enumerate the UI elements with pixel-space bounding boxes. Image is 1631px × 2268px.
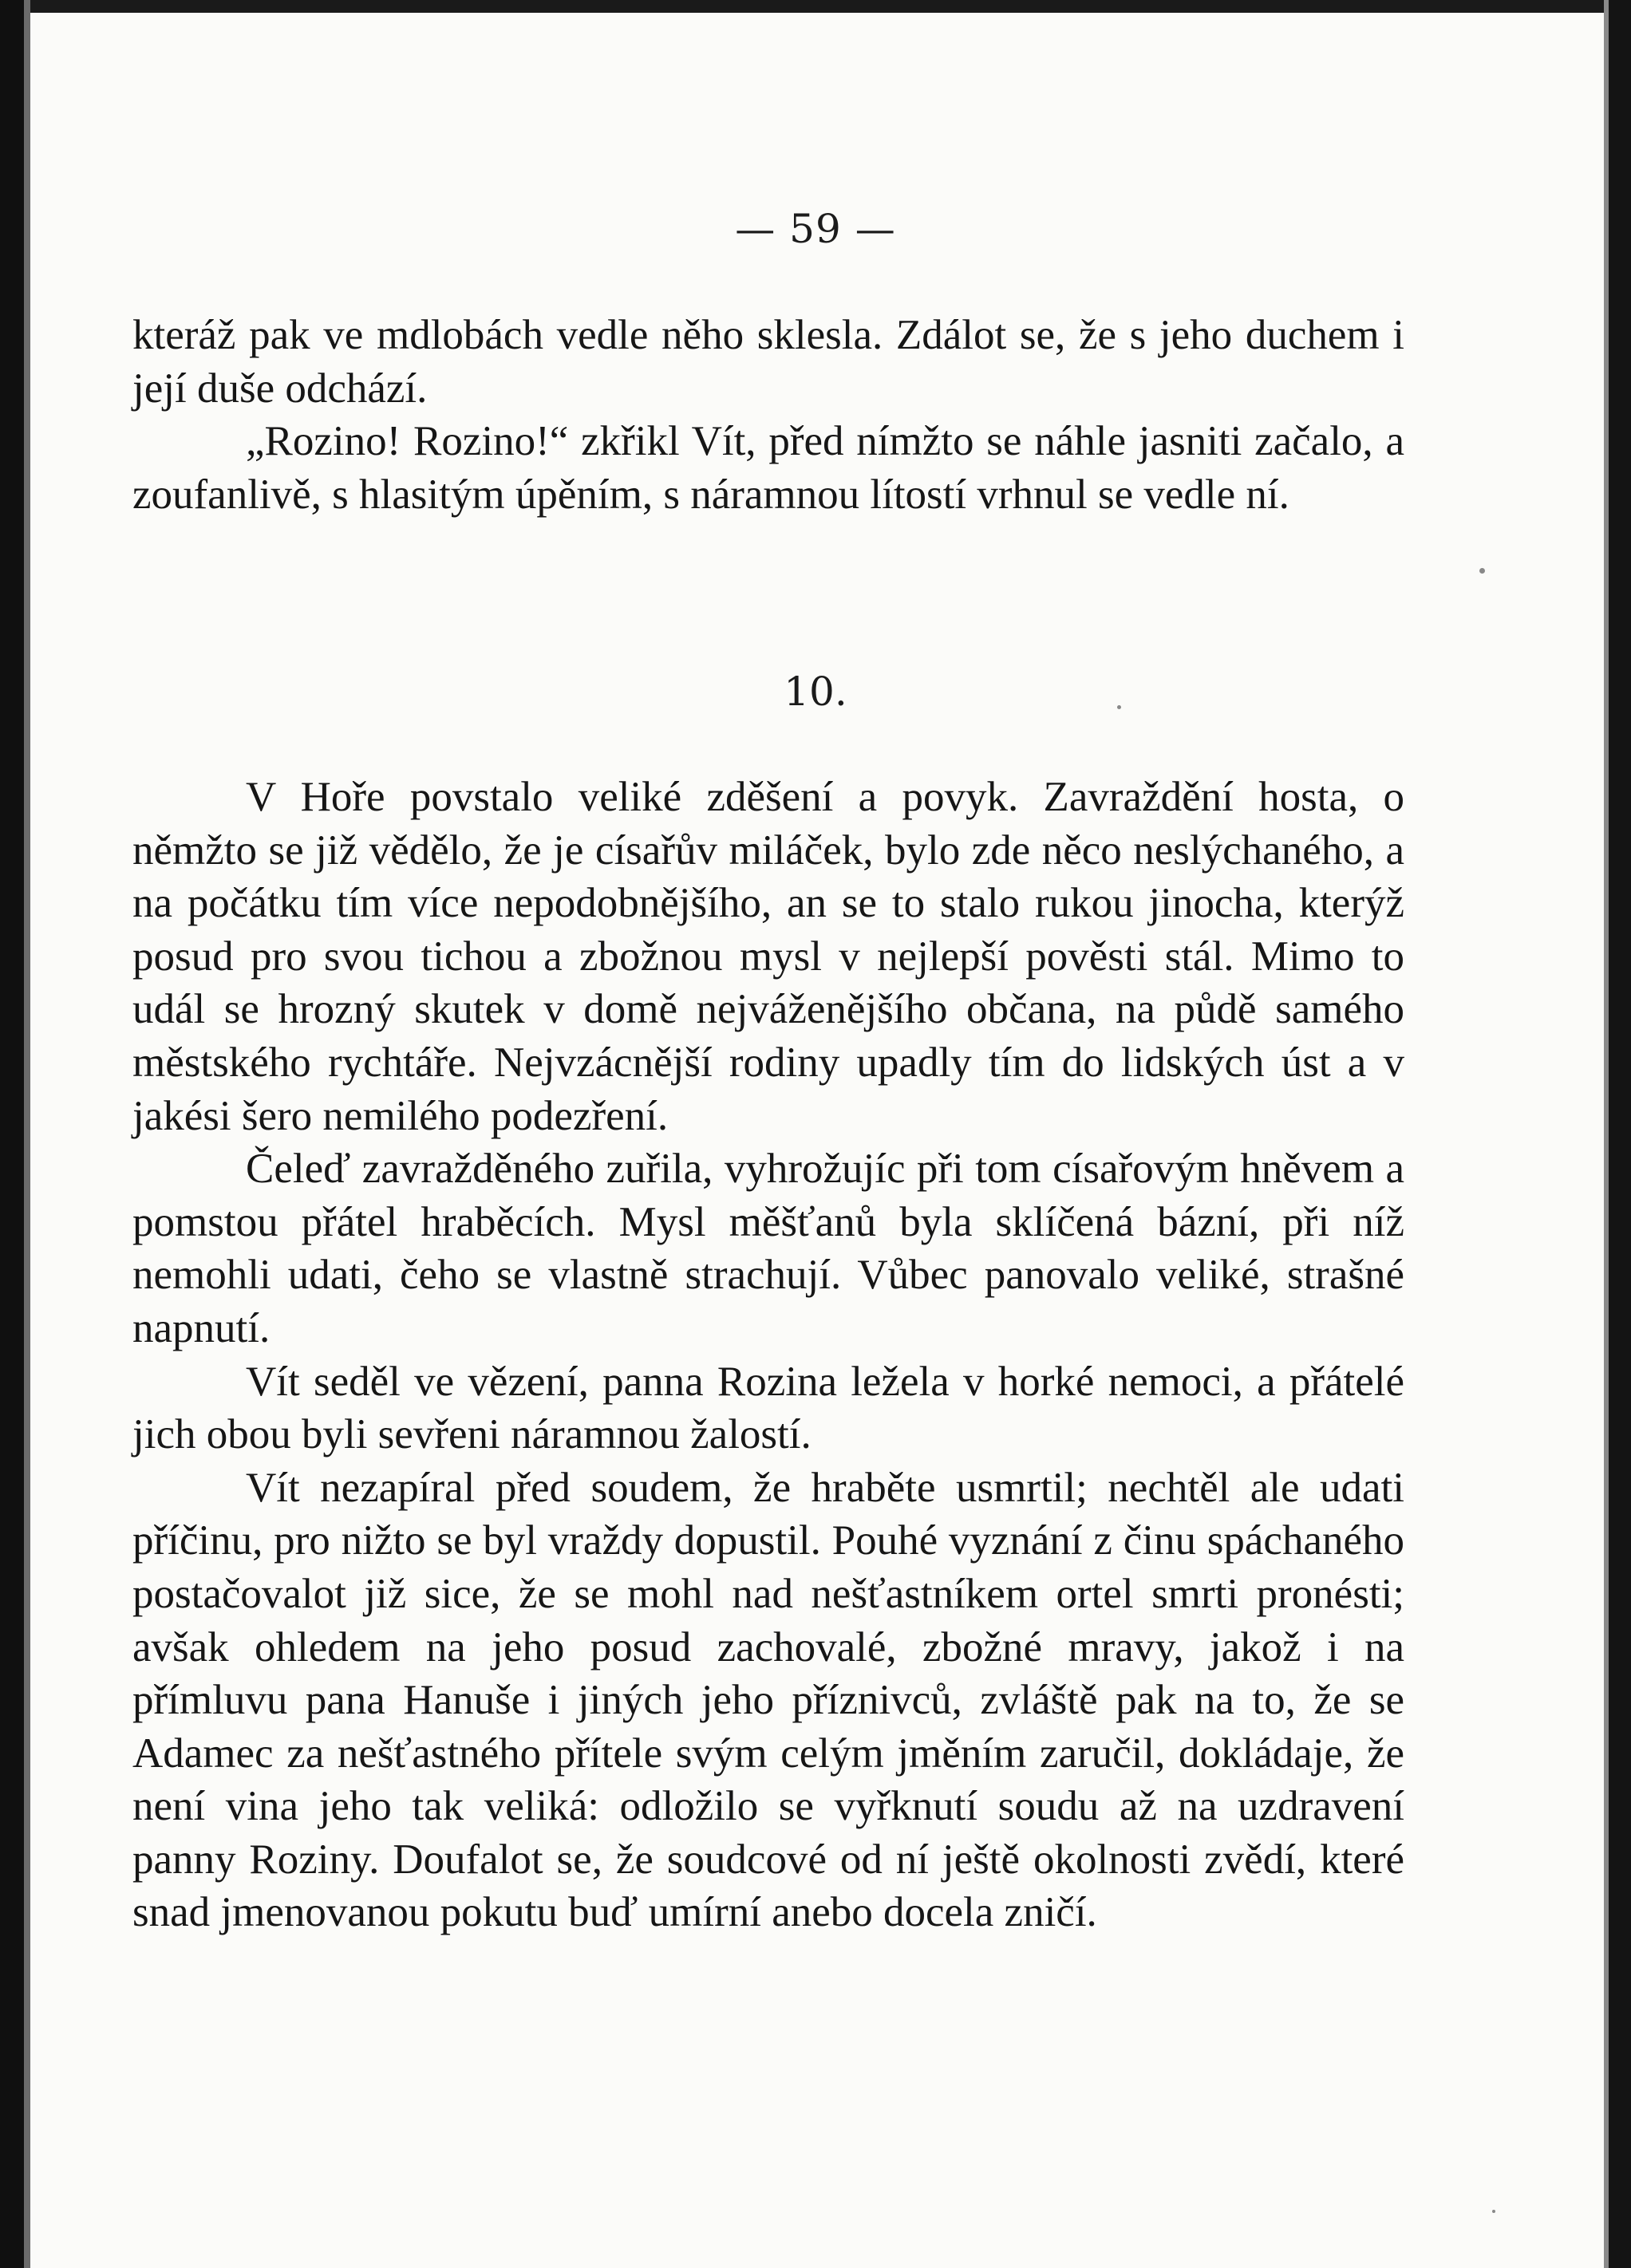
scan-edge-top [0, 0, 1631, 13]
section-number: 10. [784, 669, 847, 715]
page-number: — 59 — [735, 206, 896, 252]
text-block-main [132, 771, 1404, 1939]
scan-edge-left-shadow [24, 0, 30, 2268]
scan-edge-right-shadow [1604, 0, 1609, 2268]
paragraph: V Hoře povstalo veliké zděšení a povyk. Zavraždění hosta, o němžto se již vědělo, že je císařův miláček, bylo zde něco neslýchaného, a na počátku tím více nepodobnějšího, an se to stalo rukou jinocha, kterýž posud pro svou tichou a zbožnou mysl v nejlepší pověsti stál. Mimo to udál se hrozný skutek v domě nejváženějšího občana, na půdě samého městského rychtáře. Nejvzácnější rodiny upadly tím do lidských úst a v jakési šero nemilého podezření. [132, 774, 1404, 1139]
paragraph: kteráž pak ve mdlobách vedle něho sklesla. Zdálot se, že s jeho duchem i její duše odchází. [132, 312, 1404, 412]
text-block-top [132, 309, 1404, 521]
scan-edge-left [0, 0, 24, 2268]
scan-speck [1479, 568, 1485, 574]
paragraph: Vít nezapíral před soudem, že hraběte usmrtil; nechtěl ale udati příčinu, pro nižto se byl vraždy dopustil. Pouhé vyznání z činu spáchaného postačovalot již sice, že se mohl nad nešťastníkem ortel smrti pronésti; avšak ohledem na jeho posud zachovalé, zbožné mravy, jakož i na přímluvu pana Hanuše i jiných jeho příznivců, zvláště pak na to, že se Adamec za nešťastného přítele svým celým jměním zaručil, dokládaje, že není vina jeho tak veliká: odložilo se vyřknutí soudu až na uzdravení panny Roziny. Doufalot se, že soudcové od ní ještě okolnosti zvědí, které snad jmenovanou pokutu buď umírní anebo docela zničí. [132, 1464, 1404, 1936]
scan-speck [1492, 2210, 1495, 2213]
paragraph: „Rozino! Rozino!“ zkřikl Vít, před nímžto se náhle jasniti začalo, a zoufanlivě, s hlasitým úpěním, s náramnou lítostí vrhnul se vedle ní. [132, 418, 1404, 518]
paragraph: Čeleď zavražděného zuřila, vyhrožujíc při tom císařovým hněvem a pomstou přátel hraběcích. Mysl měšťanů byla sklíčená bázní, při níž nemohli udati, čeho se vlastně strachují. Vůbec panovalo veliké, strašné napnutí. [132, 1146, 1404, 1351]
scan-edge-right [1609, 0, 1631, 2268]
paragraph: Vít seděl ve vězení, panna Rozina ležela v horké nemoci, a přátelé jich obou byli sevřeni náramnou žalostí. [132, 1358, 1404, 1458]
